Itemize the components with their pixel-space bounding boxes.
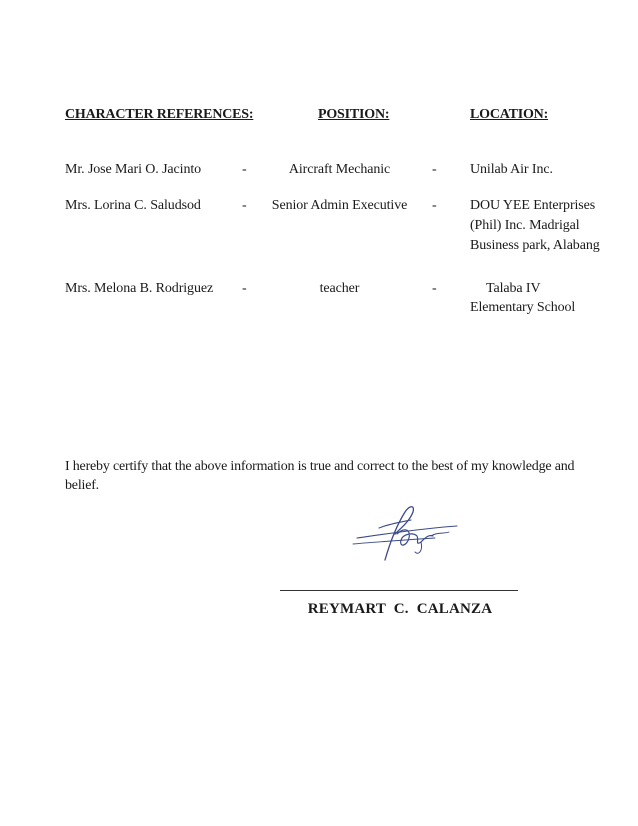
header-location: LOCATION:: [470, 107, 549, 122]
separator-dash: -: [432, 162, 437, 177]
signature-icon: [345, 498, 465, 570]
reference-position: teacher: [319, 281, 360, 296]
reference-location-line: Unilab Air Inc.: [470, 162, 553, 177]
separator-dash: -: [242, 281, 247, 296]
separator-dash: -: [242, 198, 247, 213]
certification-statement: I hereby certify that the above information is true and correct to the best of my knowledge and belief.: [65, 459, 575, 493]
separator-dash: -: [242, 162, 247, 177]
reference-position: Aircraft Mechanic: [288, 162, 391, 177]
reference-name: Mr. Jose Mari O. Jacinto: [65, 162, 202, 177]
reference-location-line: Talaba IV: [486, 281, 541, 296]
header-character-references: CHARACTER REFERENCES:: [65, 107, 254, 122]
signatory-name: REYMART C. CALANZA: [307, 601, 493, 617]
reference-location-line: Elementary School: [470, 300, 576, 315]
separator-dash: -: [432, 281, 437, 296]
reference-name: Mrs. Melona B. Rodriguez: [65, 281, 214, 296]
reference-location-line: DOU YEE Enterprises: [470, 198, 596, 213]
header-position: POSITION:: [318, 107, 390, 122]
reference-location-line: Business park, Alabang: [470, 238, 600, 253]
separator-dash: -: [432, 198, 437, 213]
reference-name: Mrs. Lorina C. Saludsod: [65, 198, 201, 213]
reference-position: Senior Admin Executive: [271, 198, 408, 213]
reference-location-line: (Phil) Inc. Madrigal: [470, 218, 580, 233]
signature-line: [280, 590, 518, 591]
